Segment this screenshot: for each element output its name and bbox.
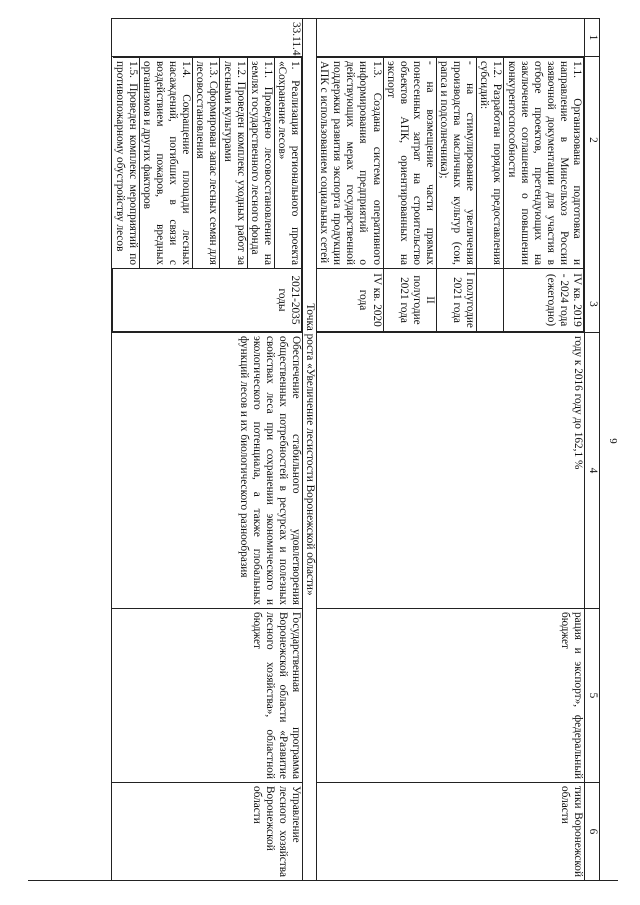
activity-row bbox=[317, 58, 383, 332]
activity-text: 1.3. Сформирован запас лесных семян для лесовосстановления bbox=[193, 58, 220, 269]
activity-row bbox=[274, 58, 301, 332]
block-1-row bbox=[317, 19, 585, 881]
activity-text: 1.5. Проведен комплекс мероприятий по противопожарному обустройству лесов bbox=[113, 58, 140, 269]
block-2-number: 33.11.4 bbox=[112, 19, 303, 57]
col-number-5: 5 bbox=[585, 609, 600, 783]
block-1-activities bbox=[317, 57, 585, 333]
block-1-source: рация и экспорт», федеральный бюджет bbox=[317, 609, 585, 783]
activity-text: - на стимулирование увеличения производства масличных культур (сои, рапса и подсолнечника); bbox=[436, 58, 476, 269]
column-number-row bbox=[585, 19, 600, 881]
activity-row bbox=[436, 58, 476, 332]
col-number-1: 1 bbox=[585, 19, 600, 57]
section-header-row bbox=[303, 19, 317, 881]
activity-term: II полугодие 2021 года bbox=[383, 269, 436, 332]
activity-term: IV кв. 2020 года bbox=[317, 269, 383, 332]
activity-term: I полугодие 2021 года bbox=[436, 269, 476, 332]
page-bottom-rule bbox=[28, 880, 618, 881]
block-2-row bbox=[112, 19, 303, 881]
activity-text: 1.2. Проведен комплекс уходных работ за лесными культурами bbox=[220, 58, 247, 269]
block-2-activities bbox=[112, 57, 303, 333]
rotated-page-content bbox=[40, 18, 600, 880]
activity-text: - на возмещение части прямых понесенных затрат на строительство объектов АПК, ориентированных на экспорт bbox=[383, 58, 436, 269]
activity-row bbox=[504, 58, 584, 332]
activity-term: IV кв. 2019 - 2024 года (ежегодно) bbox=[504, 269, 584, 332]
activity-text: 1.3. Создана система оперативного информирования предприятий о действующих мерах государственной поддержки развития экспорта продукции АПК с использованием социальных сетей bbox=[317, 58, 383, 269]
col-number-2: 2 3 bbox=[585, 57, 600, 333]
activity-text: 1.2. Разработан порядок предоставления субсидий: bbox=[477, 58, 504, 269]
col-number-6: 6 bbox=[585, 783, 600, 881]
activity-text: 1.4. Сокращение площади лесных насаждений, погибших в связи с воздействием пожаров, вредных организмов и других факторов bbox=[139, 58, 192, 269]
activity-text: 1. Реализация регионального проекта «Сохранение лесов» bbox=[274, 58, 301, 269]
section-title: Точка роста «Увеличение лесистости Воронежской области» bbox=[303, 19, 317, 881]
block-1-executor: тики Воронежской области bbox=[317, 783, 585, 881]
plan-table bbox=[111, 18, 600, 881]
page-number: 6 bbox=[608, 438, 620, 444]
block-2-indicator: Обеспечение стабильного удовлетворения общественных потребностей в ресурсах и полезных свойствах леса при сохранении экономического и экологического потенциала, а также глобальных функций лесов и их биологического разнообразия bbox=[112, 333, 303, 609]
col-number-4: 4 bbox=[585, 333, 600, 609]
activity-row bbox=[383, 58, 436, 332]
block-1-number bbox=[317, 19, 585, 57]
activity-text: 1.1. Организована подготовка и направление в Минсельхоз России заявочной документации для участия в отборе проектов, претендующих на заключение соглашения о повышении конкурентоспособности bbox=[504, 58, 584, 269]
block-1-indicator: году к 2016 году до 162,1 % bbox=[317, 333, 585, 609]
block-2-source: Государственная программа Воронежской области «Развитие лесного хозяйства», областной бюджет bbox=[112, 609, 303, 783]
activity-row bbox=[477, 58, 504, 332]
activity-text: 1.1. Проведено лесовосстановление на землях государственного лесного фонда bbox=[247, 58, 274, 269]
activity-term: 2021-2035 годы bbox=[113, 269, 302, 332]
activity-term bbox=[477, 269, 504, 332]
block-2-executor: Управление лесного хозяйства Воронежской области bbox=[112, 783, 303, 881]
col-number-3: 3 bbox=[586, 301, 599, 307]
